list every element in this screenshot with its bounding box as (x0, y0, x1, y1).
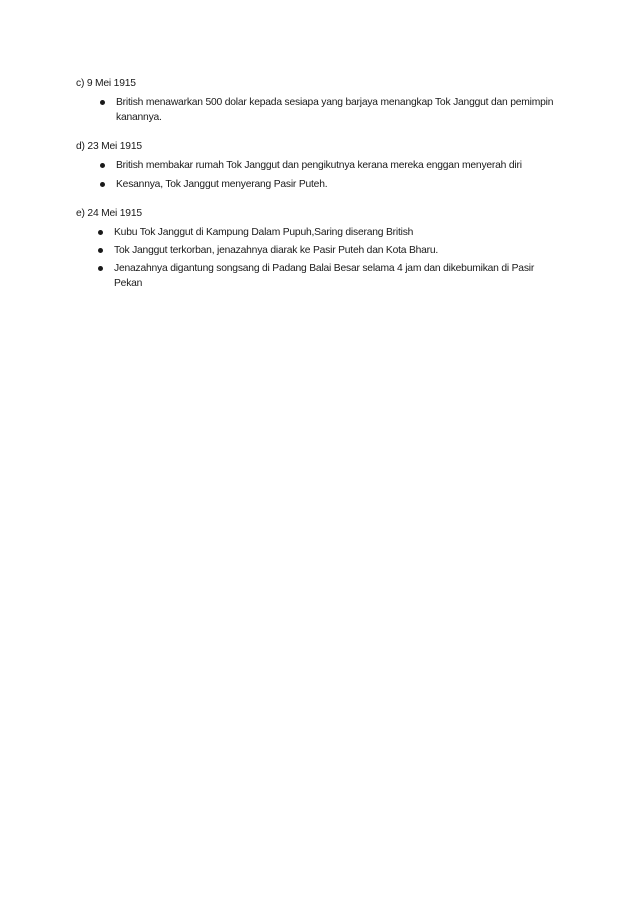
list-item (76, 261, 556, 291)
section-heading: d) 23 Mei 1915 (76, 141, 142, 152)
bullet-icon (98, 266, 103, 271)
bullet-icon (98, 230, 103, 235)
bullet-list (76, 225, 556, 291)
list-item (76, 177, 556, 192)
bullet-icon (100, 182, 105, 187)
bullet-icon (100, 100, 105, 105)
document-content (76, 76, 556, 305)
bullet-icon (100, 163, 105, 168)
bullet-list (76, 158, 556, 192)
section-heading: c) 9 Mei 1915 (76, 78, 136, 89)
list-item-text: Tok Janggut terkorban, jenazahnya diarak ke Pasir Puteh dan Kota Bharu. (114, 245, 439, 256)
section-heading: e) 24 Mei 1915 (76, 208, 142, 219)
list-item (76, 243, 556, 258)
list-item-text: British menawarkan 500 dolar kepada sesiapa yang barjaya menangkap Tok Janggut dan pemimpin kanannya. (116, 97, 554, 123)
list-item-text: Kubu Tok Janggut di Kampung Dalam Pupuh,Saring diserang British (114, 227, 414, 238)
list-item (76, 158, 556, 173)
list-item (76, 95, 556, 125)
list-item-text: British membakar rumah Tok Janggut dan pengikutnya kerana mereka enggan menyerah diri (116, 160, 522, 171)
bullet-list (76, 95, 556, 125)
list-item-text: Kesannya, Tok Janggut menyerang Pasir Puteh. (116, 179, 328, 190)
list-item-text: Jenazahnya digantung songsang di Padang Balai Besar selama 4 jam dan dikebumikan di Pasir Pekan (114, 263, 535, 289)
list-item (76, 225, 556, 240)
section-c (76, 76, 556, 125)
section-e (76, 206, 556, 291)
bullet-icon (98, 248, 103, 253)
section-d (76, 139, 556, 192)
